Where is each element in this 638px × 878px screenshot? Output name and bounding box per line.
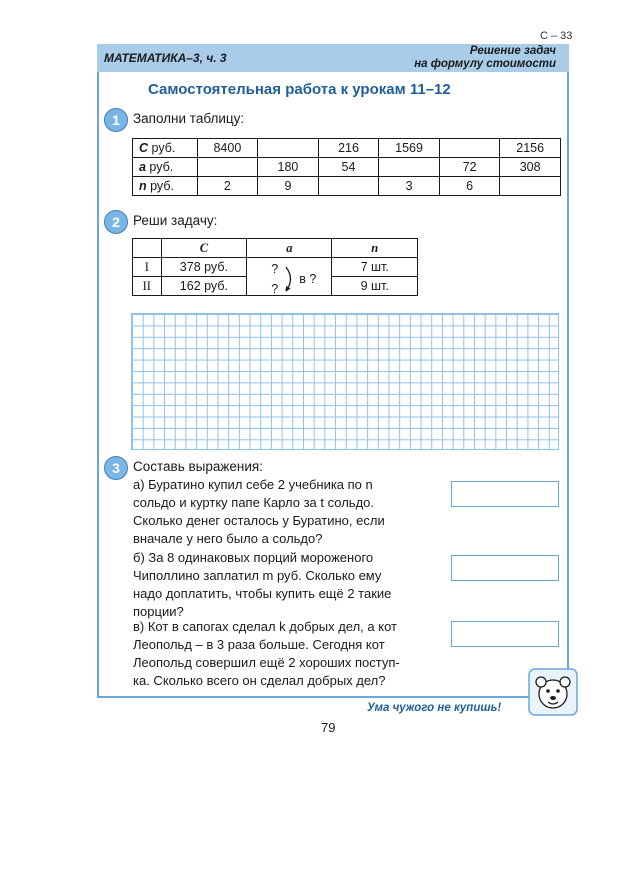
task-3b-line: порции? (133, 604, 184, 619)
table-cell[interactable] (258, 139, 319, 158)
table-cell[interactable]: 2156 (500, 139, 561, 158)
task-1-table (132, 138, 561, 196)
row-label: a руб. (133, 158, 198, 177)
table-cell[interactable] (318, 177, 379, 196)
table-cell[interactable] (439, 139, 499, 158)
topic-line-1: Решение задач (469, 45, 556, 57)
topic-line-2: на формулу стоимости (414, 58, 556, 70)
task-3c-line: в) Кот в сапогах сделал k добрых дел, а кот (133, 619, 397, 634)
motto: Ума чужого не купишь! (367, 702, 502, 714)
table-cell[interactable]: 54 (318, 158, 379, 177)
table-cell[interactable]: 180 (258, 158, 319, 177)
table-cell[interactable]: 2 (197, 177, 258, 196)
worksheet-title: Самостоятельная работа к урокам 11–12 (148, 81, 451, 98)
table-header: n (332, 239, 418, 258)
task-3a-line: вначале у него было a сольдо? (133, 531, 323, 546)
table-cell[interactable]: 308 (500, 158, 561, 177)
table-header: C (161, 239, 247, 258)
unknown-a-1: ? (271, 262, 279, 276)
task-3a (133, 476, 448, 548)
table-cell: 7 шт. (332, 258, 418, 277)
task-3b-line: б) За 8 одинаковых порций мороженого (133, 550, 374, 565)
task-3-number: 3 (104, 456, 128, 480)
table-cell[interactable]: 8400 (197, 139, 258, 158)
table-row (133, 158, 561, 177)
task-2-text: Реши задачу: (133, 213, 218, 228)
table-cell[interactable]: 72 (439, 158, 499, 177)
row-label: n руб. (133, 177, 198, 196)
table-cell[interactable]: 6 (439, 177, 499, 196)
task-2-table (132, 238, 418, 296)
table-header: a (247, 239, 332, 258)
task-3b-line: надо доплатить, чтобы купить ещё 2 такие (133, 586, 392, 601)
table-cell[interactable] (379, 158, 440, 177)
answer-box-b[interactable] (451, 555, 559, 581)
table-cell: 162 руб. (161, 277, 247, 296)
compare-cell (247, 258, 332, 296)
answer-box-a[interactable] (451, 481, 559, 507)
table-row (133, 177, 561, 196)
row-roman: II (133, 277, 162, 296)
unknown-a-2: ? (271, 282, 279, 296)
table-row (133, 258, 418, 277)
table-cell[interactable]: 1569 (379, 139, 440, 158)
table-cell[interactable]: 3 (379, 177, 440, 196)
mascot-icon (528, 668, 578, 716)
answer-box-c[interactable] (451, 621, 559, 647)
table-cell: 378 руб. (161, 258, 247, 277)
table-cell[interactable] (197, 158, 258, 177)
task-3b (133, 549, 448, 621)
page-number: 79 (321, 720, 336, 735)
table-header (133, 239, 162, 258)
task-3a-line: сольдо и куртку папе Карло за t сольдо. (133, 495, 374, 510)
task-3a-line: Сколько денег осталось у Буратино, если (133, 513, 385, 528)
page-code: С – 33 (540, 30, 573, 42)
task-3a-line: а) Буратино купил себе 2 учебника по n (133, 477, 373, 492)
compare-arrow-icon (283, 264, 297, 294)
table-cell[interactable]: 216 (318, 139, 379, 158)
row-roman: I (133, 258, 162, 277)
solution-grid[interactable] (131, 313, 559, 450)
task-3-text: Составь выражения: (133, 459, 263, 474)
task-1-number: 1 (104, 108, 128, 132)
table-header-row (133, 239, 418, 258)
table-row (133, 139, 561, 158)
task-3c-line: ка. Сколько всего он сделал добрых дел? (133, 673, 386, 688)
task-3b-line: Чиполлино заплатил m руб. Сколько ему (133, 568, 382, 583)
row-label: C руб. (133, 139, 198, 158)
task-2-number: 2 (104, 210, 128, 234)
compare-label: в ? (299, 272, 317, 286)
task-3c-line: Леопольд – в 3 раза больше. Сегодня кот (133, 637, 385, 652)
task-1-text: Заполни таблицу: (133, 111, 245, 126)
table-cell[interactable]: 9 (258, 177, 319, 196)
task-3c (133, 618, 448, 690)
book-title: МАТЕМАТИКА–3, ч. 3 (104, 51, 227, 65)
table-cell: 9 шт. (332, 277, 418, 296)
task-3c-line: Леопольд совершил ещё 2 хороших поступ- (133, 655, 400, 670)
table-cell[interactable] (500, 177, 561, 196)
